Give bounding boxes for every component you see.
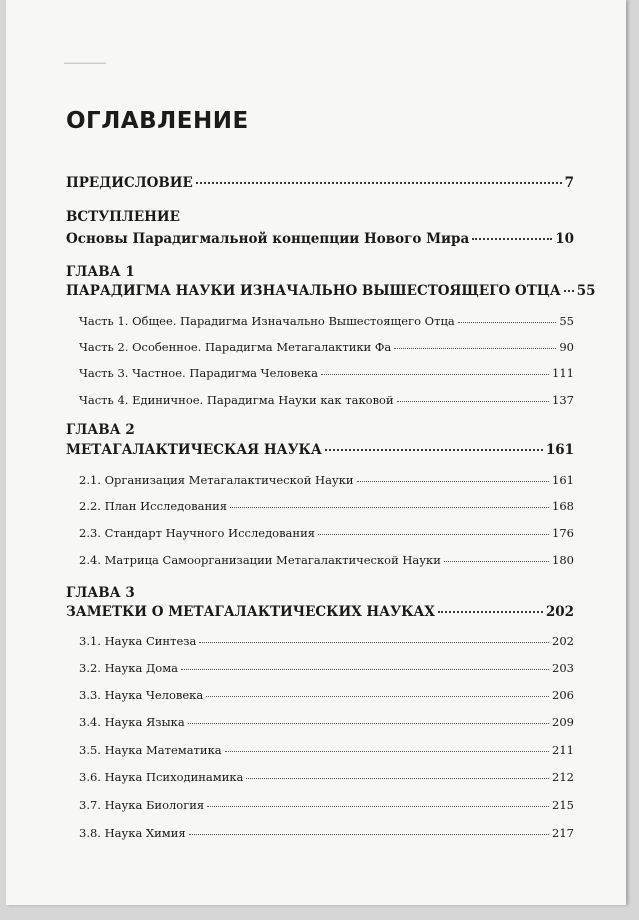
leader-dots: [206, 696, 549, 697]
toc-entry-page: 55: [576, 283, 596, 299]
toc-entry-title: 2.4. Матрица Самоорганизации Метагалактической Науки: [79, 553, 441, 567]
leader-dots: [225, 751, 549, 752]
toc-entry-title: Основы Парадигмальной концепции Нового Мира: [66, 231, 470, 247]
toc-entry-page: 211: [552, 743, 574, 757]
toc-entry-title: 3.5. Наука Математика: [79, 743, 222, 757]
toc-entry-2-1[interactable]: [79, 473, 574, 487]
toc-entry-page: 90: [559, 340, 574, 354]
leader-dots: [188, 723, 549, 724]
toc-entry-title: ЗАМЕТКИ О МЕТАГАЛАКТИЧЕСКИХ НАУКАХ: [66, 604, 435, 620]
toc-entry-chapter-1[interactable]: [66, 283, 596, 299]
toc-entry-preface[interactable]: [66, 175, 574, 191]
section-label-introduction: [66, 209, 180, 225]
toc-entry-title: МЕТАГАЛАКТИЧЕСКАЯ НАУКА: [66, 442, 322, 458]
toc-entry-3-1[interactable]: [79, 634, 574, 648]
book-page: [6, 0, 626, 905]
toc-entry-page: 176: [552, 526, 574, 540]
table-of-contents: [6, 0, 626, 905]
section-label-text: ВСТУПЛЕНИЕ: [66, 209, 180, 225]
toc-entry-title: ПРЕДИСЛОВИЕ: [66, 175, 193, 191]
toc-entry-page: 209: [552, 715, 574, 729]
toc-entry-title: 2.1. Организация Метагалактической Науки: [79, 473, 354, 487]
leader-dots: [394, 348, 556, 349]
toc-entry-part-3[interactable]: [79, 366, 574, 380]
leader-dots: [196, 182, 562, 184]
chapter-label-text: ГЛАВА 3: [66, 585, 135, 601]
leader-dots: [438, 611, 543, 613]
toc-entry-page: 215: [552, 798, 574, 812]
leader-dots: [230, 507, 549, 508]
toc-entry-page: 137: [552, 393, 574, 407]
leader-dots: [397, 401, 549, 402]
leader-dots: [325, 449, 543, 451]
toc-entry-title: 3.8. Наука Химия: [79, 826, 186, 840]
leader-dots: [181, 669, 549, 670]
toc-entry-title: 3.6. Наука Психодинамика: [79, 770, 244, 784]
toc-entry-page: 217: [552, 826, 574, 840]
chapter-label-text: ГЛАВА 1: [66, 264, 135, 280]
toc-entry-3-2[interactable]: [79, 661, 574, 675]
toc-entry-3-5[interactable]: [79, 743, 574, 757]
toc-entry-title: 2.2. План Исследования: [79, 499, 228, 513]
leader-dots: [564, 290, 574, 292]
leader-dots: [189, 834, 549, 835]
toc-entry-foundations[interactable]: [66, 231, 574, 247]
toc-entry-title: 3.1. Наука Синтеза: [79, 634, 197, 648]
toc-entry-page: 111: [552, 366, 574, 380]
toc-entry-title: 3.3. Наука Человека: [79, 688, 204, 702]
toc-entry-3-3[interactable]: [79, 688, 574, 702]
toc-entry-page: 161: [545, 442, 574, 458]
leader-dots: [207, 806, 549, 807]
leader-dots: [321, 374, 549, 375]
leader-dots: [199, 642, 549, 643]
toc-entry-title: 3.4. Наука Языка: [79, 715, 185, 729]
toc-entry-title: 3.2. Наука Дома: [79, 661, 179, 675]
toc-entry-page: 180: [552, 553, 574, 567]
toc-entry-page: 168: [552, 499, 574, 513]
page-title: ОГЛАВЛЕНИЕ: [66, 108, 249, 134]
toc-entry-2-4[interactable]: [79, 553, 574, 567]
toc-entry-title: ПАРАДИГМА НАУКИ ИЗНАЧАЛЬНО ВЫШЕСТОЯЩЕГО ОТЦА: [66, 283, 561, 299]
leader-dots: [318, 534, 549, 535]
toc-entry-title: Часть 4. Единичное. Парадигма Науки как таковой: [79, 393, 394, 407]
toc-entry-page: 212: [552, 770, 574, 784]
toc-entry-part-4[interactable]: [79, 393, 574, 407]
toc-entry-3-4[interactable]: [79, 715, 574, 729]
toc-entry-page: 202: [552, 634, 574, 648]
bleed-through-text: ▔▔▔▔▔▔: [64, 64, 106, 74]
leader-dots: [357, 481, 550, 482]
leader-dots: [472, 238, 552, 240]
chapter-label-1: [66, 264, 135, 280]
toc-entry-2-3[interactable]: [79, 526, 574, 540]
chapter-label-2: [66, 422, 135, 438]
toc-entry-chapter-3[interactable]: [66, 604, 574, 620]
toc-entry-2-2[interactable]: [79, 499, 574, 513]
toc-entry-page: 161: [552, 473, 574, 487]
chapter-label-3: [66, 585, 135, 601]
toc-entry-title: Часть 3. Частное. Парадигма Человека: [79, 366, 318, 380]
toc-entry-title: Часть 1. Общее. Парадигма Изначально Вышестоящего Отца: [79, 314, 455, 328]
toc-entry-page: 206: [552, 688, 574, 702]
toc-entry-title: 2.3. Стандарт Научного Исследования: [79, 526, 315, 540]
toc-entry-page: 10: [555, 231, 574, 247]
leader-dots: [246, 778, 549, 779]
toc-entry-part-2[interactable]: [79, 340, 574, 354]
toc-entry-chapter-2[interactable]: [66, 442, 574, 458]
toc-entry-title: 3.7. Наука Биология: [79, 798, 205, 812]
toc-entry-part-1[interactable]: [79, 314, 574, 328]
toc-entry-page: 203: [552, 661, 574, 675]
toc-entry-page: 202: [545, 604, 574, 620]
chapter-label-text: ГЛАВА 2: [66, 422, 135, 438]
toc-entry-page: 55: [559, 314, 574, 328]
toc-entry-3-7[interactable]: [79, 798, 574, 812]
leader-dots: [444, 561, 549, 562]
toc-entry-3-8[interactable]: [79, 826, 574, 840]
leader-dots: [458, 322, 557, 323]
toc-entry-page: 7: [564, 175, 574, 191]
toc-entry-3-6[interactable]: [79, 770, 574, 784]
toc-entry-title: Часть 2. Особенное. Парадигма Метагалактики Фа: [79, 340, 392, 354]
